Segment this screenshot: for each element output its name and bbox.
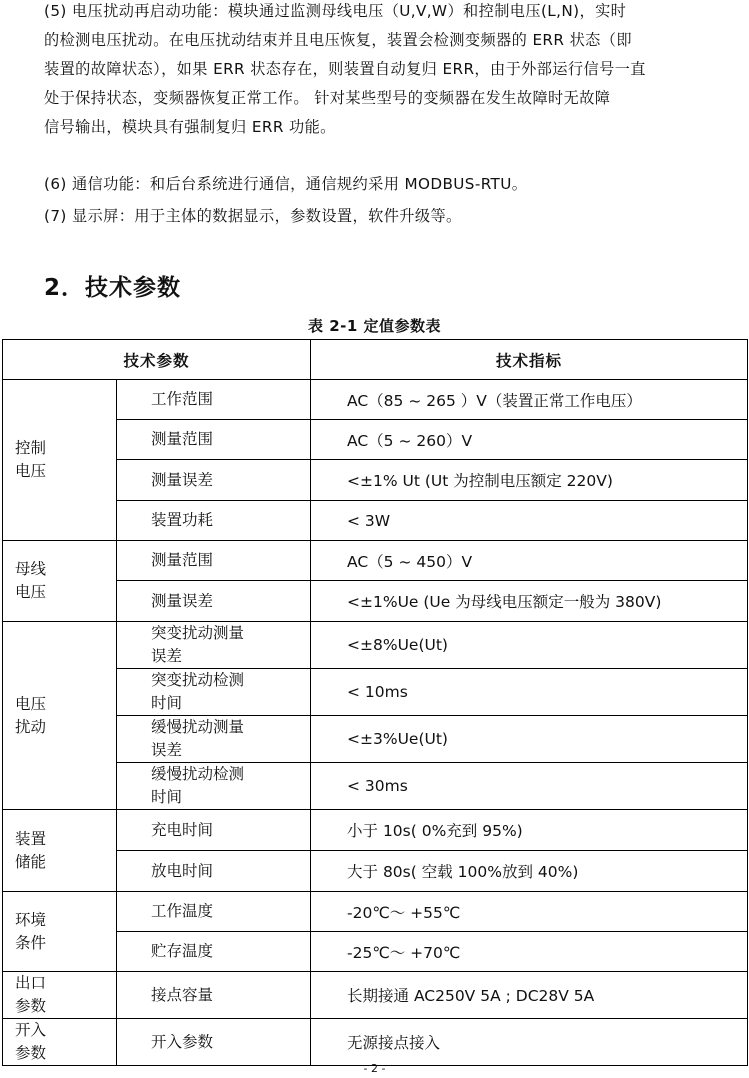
param-item-line: 时间: [151, 788, 183, 806]
param-spec: -20℃～ +55℃: [311, 892, 748, 932]
param-spec: AC（5 ~ 260）V: [311, 420, 748, 460]
group-label-line: 电压: [15, 583, 47, 601]
table-row: [3, 1019, 748, 1066]
param-spec: <±8%Ue(Ut): [311, 622, 748, 669]
param-item: [117, 420, 311, 460]
header-spec: 技术指标: [311, 340, 748, 380]
param-item-line: 时间: [151, 694, 183, 712]
table-row: [3, 972, 748, 1019]
table-row: [3, 541, 748, 581]
param-item: [117, 763, 311, 810]
param-spec: 无源接点接入: [311, 1019, 748, 1066]
param-item: [117, 932, 311, 972]
parameter-table: [2, 339, 748, 1066]
param-item-line: 接点容量: [151, 985, 214, 1004]
param-item-line: 突变扰动检测: [151, 671, 245, 689]
table-header-row: [3, 340, 748, 380]
group-label-line: 出口: [15, 974, 47, 992]
param-item-line: 测量误差: [151, 470, 214, 489]
param-item-line: 工作范围: [151, 390, 214, 408]
param-item: [117, 972, 311, 1019]
table-row: [3, 892, 748, 932]
param-item: [117, 892, 311, 932]
param-spec: < 10ms: [311, 669, 748, 716]
group-label-line: 控制: [15, 439, 47, 457]
param-item-line: 缓慢扰动检测: [151, 765, 245, 783]
param-item-line: 放电时间: [151, 861, 214, 880]
param-spec: < 30ms: [311, 763, 748, 810]
param-item: [117, 1019, 311, 1066]
param-spec: 大于 80s( 空载 100%放到 40%): [311, 851, 748, 892]
table-row: [3, 622, 748, 669]
param-item-line: 突变扰动测量: [151, 624, 245, 642]
group-label: [3, 622, 117, 810]
table-caption: 表 2-1 定值参数表: [307, 317, 442, 335]
param-item-line: 充电时间: [151, 820, 214, 839]
table-row: [3, 810, 748, 851]
param-spec: <±1% Ut (Ut 为控制电压额定 220V): [311, 460, 748, 501]
param-item: [117, 460, 311, 501]
param-spec: <±1%Ue (Ue 为母线电压额定一般为 380V): [311, 581, 748, 622]
group-label: [3, 380, 117, 541]
text-line: 处于保持状态，变频器恢复正常工作。 针对某些型号的变频器在发生故障时无故障: [44, 89, 611, 107]
param-item-line: 工作温度: [151, 902, 214, 920]
text-line: (7) 显示屏：用于主体的数据显示，参数设置，软件升级等。: [44, 207, 462, 225]
param-item: [117, 380, 311, 420]
group-label: [3, 541, 117, 622]
header-param: 技术参数: [3, 340, 311, 380]
text-line: 的检测电压扰动。在电压扰动结束并且电压恢复，装置会检测变频器的 ERR 状态（即: [44, 31, 632, 49]
table-body: [3, 380, 748, 1066]
param-item: [117, 541, 311, 581]
param-item-line: 测量误差: [151, 591, 214, 610]
text-line: 信号输出，模块具有强制复归 ERR 功能。: [44, 118, 336, 136]
param-item-line: 缓慢扰动测量: [151, 718, 245, 736]
group-label-line: 储能: [15, 852, 47, 871]
param-spec: 小于 10s( 0%充到 95%): [311, 810, 748, 851]
group-label-line: 母线: [15, 560, 47, 578]
param-spec: < 3W: [311, 501, 748, 541]
group-label-line: 环境: [15, 910, 47, 929]
param-item-line: 测量范围: [151, 430, 214, 448]
param-item-line: 贮存温度: [151, 942, 214, 960]
param-item: [117, 581, 311, 622]
group-label: [3, 972, 117, 1019]
group-label-line: 电压: [15, 462, 47, 480]
group-label-line: 条件: [15, 933, 47, 952]
param-item: [117, 622, 311, 669]
param-spec: -25℃～ +70℃: [311, 932, 748, 972]
param-item-line: 装置功耗: [151, 511, 214, 529]
paragraph-7: [44, 202, 744, 231]
text-line: 装置的故障状态），如果 ERR 状态存在，则装置自动复归 ERR，由于外部运行信号一直: [44, 60, 646, 78]
group-label-line: 开入: [15, 1021, 47, 1039]
param-item: [117, 851, 311, 892]
param-item: [117, 810, 311, 851]
param-item-line: 测量范围: [151, 551, 214, 569]
table-row: [3, 380, 748, 420]
param-spec: AC（85 ~ 265 ）V（装置正常工作电压）: [311, 380, 748, 420]
group-label-line: 扰动: [15, 717, 47, 736]
group-label: [3, 1019, 117, 1066]
text-line: (6) 通信功能：和后台系统进行通信，通信规约采用 MODBUS-RTU。: [44, 175, 528, 193]
group-label-line: 参数: [15, 997, 47, 1015]
param-spec: <±3%Ue(Ut): [311, 716, 748, 763]
group-label-line: 电压: [15, 694, 47, 713]
param-spec: AC（5 ~ 450）V: [311, 541, 748, 581]
param-item: [117, 716, 311, 763]
text-line: (5) 电压扰动再启动功能：模块通过监测母线电压（U,V,W）和控制电压(L,N)，实时: [44, 2, 627, 20]
param-item: [117, 669, 311, 716]
param-spec: 长期接通 AC250V 5A ; DC28V 5A: [311, 972, 748, 1019]
param-item: [117, 501, 311, 541]
param-item-line: 开入参数: [151, 1032, 214, 1051]
param-item-line: 误差: [151, 647, 183, 665]
paragraph-6: [44, 170, 744, 199]
group-label-line: 参数: [15, 1044, 47, 1062]
param-item-line: 误差: [151, 741, 183, 759]
paragraph-5: [44, 0, 744, 142]
group-label-line: 装置: [15, 829, 47, 848]
page-number: - 2 -: [363, 1062, 386, 1075]
group-label: [3, 892, 117, 972]
group-label: [3, 810, 117, 892]
section-title: 2．技术参数: [44, 275, 182, 301]
